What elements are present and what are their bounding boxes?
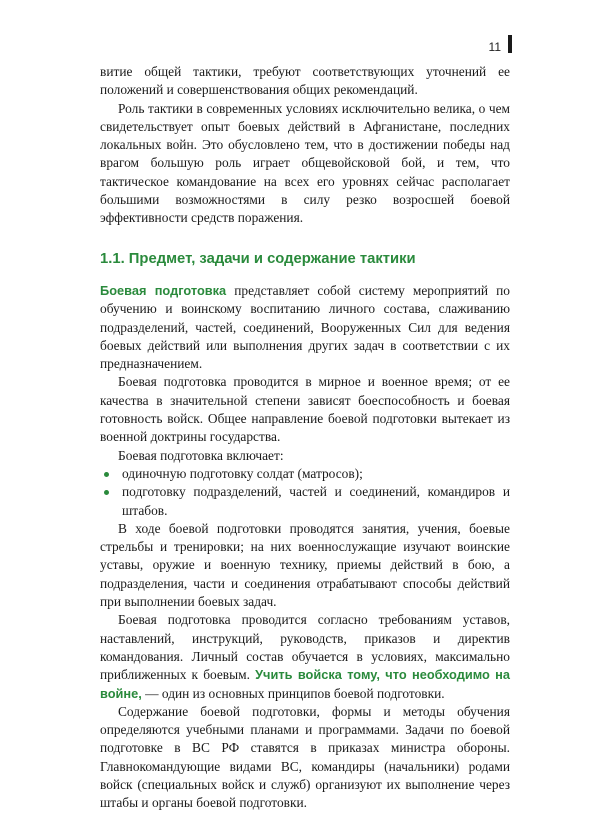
page-number-bar <box>508 35 512 53</box>
list-item <box>100 465 510 483</box>
list-item-text: подготовку подразделений, частей и соединений, командиров и штабов. <box>122 484 510 518</box>
paragraph-includes: Боевая подготовка включает: <box>118 447 284 463</box>
bullet-icon <box>104 490 109 495</box>
page-number: 11 <box>488 40 501 54</box>
paragraph-exercises: В ходе боевой подготовки проводятся занятия, учения, боевые стрельбы и тренировки; на них военнослужащие изучают воинские уставы, оружие и военную технику, приемы действий в бою, а подразделения, части и соединения отрабатывают способы действий при выполнении боевых задач. <box>100 520 510 610</box>
principle-emphasis: Учить войска тому, что необходимо на войне, <box>100 667 511 701</box>
page-body <box>100 63 510 813</box>
section-title: 1.1. Предмет, задачи и содержание тактики <box>100 250 416 267</box>
paragraph-continuation: витие общей тактики, требуют соответствующих уточнений ее положений и совершенствования общих рекомендаций. <box>100 64 510 98</box>
bullet-icon <box>104 472 109 477</box>
training-list <box>100 465 510 520</box>
principles-text-end: — один из основных принципов боевой подготовки. <box>141 685 445 701</box>
list-item <box>100 483 510 520</box>
list-item-text: одиночную подготовку солдат (матросов); <box>122 465 363 481</box>
principles-text: Боевая подготовка проводится согласно требованиям уставов, наставлений, инструкций, руководств, приказов и директив командования. Личный состав обучается в условиях, максимально приближенных к боевым. <box>100 612 510 683</box>
paragraph-peacetime: Боевая подготовка проводится в мирное и военное время; от ее качества в значительной степени зависят боеспособность и боевая готовность войск. Общее направление боевой подготовки вытекает из военной доктрины государства. <box>100 374 510 445</box>
paragraph-tactics-role: Роль тактики в современных условиях исключительно велика, о чем свидетельствует опыт боевых действий в Афганистане, последних локальных войн. Это обусловлено тем, что в достижении победы над врагом большую роль играет общевойсковой бой, и тем, что тактическое командование на всех его уровнях сейчас располагает большими возможностями в силу резко возросшей боевой эффективности средств поражения. <box>100 100 510 226</box>
paragraph-principles <box>100 611 510 702</box>
term-combat-training: Боевая подготовка <box>100 282 227 298</box>
paragraph-definition <box>100 282 510 373</box>
definition-text: представляет собой систему мероприятий по обучению и воинскому воспитанию личного состава, слаживанию подразделений, частей, соединений, Вооруженных Сил для ведения боевых действий или выполнения других задач в соответствии с их предназначением. <box>100 282 510 372</box>
paragraph-curriculum: Содержание боевой подготовки, формы и методы обучения определяются учебными планами и программами. Задачи по боевой подготовке в ВС РФ ставятся в приказах министра обороны. Главнокомандующие видами ВС, командиры (начальники) родами войск (специальных войск и служб) организуют их выполнение через штабы и органы боевой подготовки. <box>100 703 510 811</box>
